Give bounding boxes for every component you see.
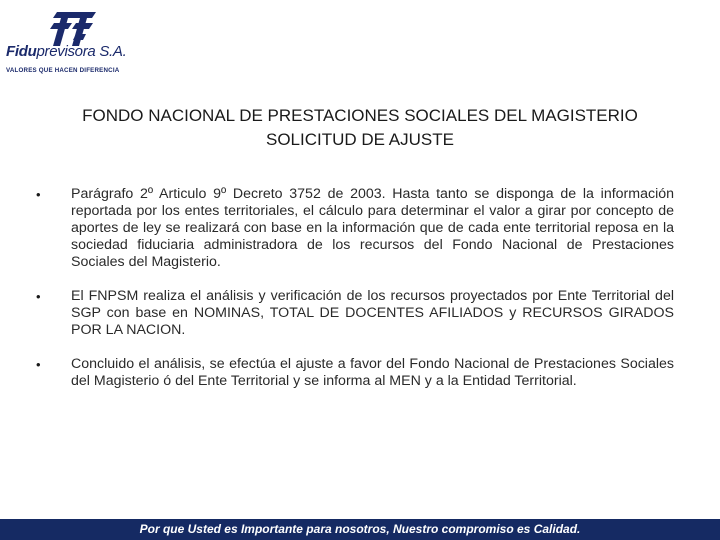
title-line-1: FONDO NACIONAL DE PRESTACIONES SOCIALES DEL MAGISTERIO	[82, 106, 638, 125]
slide-title	[0, 104, 720, 152]
company-tagline: VALORES QUE HACEN DIFERENCIA	[6, 67, 120, 74]
list-item	[36, 186, 674, 271]
company-name: Fiduprevisora S.A.	[6, 43, 127, 60]
footer-text: Por que Usted es Importante para nosotros, Nuestro compromiso es Calidad.	[139, 522, 581, 536]
bullet-marker: •	[36, 357, 41, 372]
footer-banner	[0, 519, 720, 540]
fp-monogram-icon	[50, 12, 96, 46]
list-item-text: Parágrafo 2º Articulo 9º Decreto 3752 de 2003. Hasta tanto se disponga de la información reportada por los entes territoriales, el cálculo para determinar el valor a girar por concepto de aportes de ley se realizará con base en la información que de cada ente territorial reposa en la sociedad fiduciaria administradora de los recursos del Fondo Nacional de Prestaciones Sociales del Magisterio.	[71, 186, 674, 270]
list-item	[36, 356, 674, 390]
list-item-text: Concluido el análisis, se efectúa el ajuste a favor del Fondo Nacional de Prestaciones Sociales del Magisterio ó del Ente Territorial y se informa al MEN y a la Entidad Territorial.	[71, 356, 674, 389]
list-item	[36, 288, 674, 339]
bullet-marker: •	[36, 289, 41, 304]
company-logo	[4, 12, 144, 72]
list-item-text: El FNPSM realiza el análisis y verificación de los recursos proyectados por Ente Territorial del SGP con base en NOMINAS, TOTAL DE DOCENTES AFILIADOS y RECURSOS GIRADOS POR LA NACION.	[71, 288, 674, 338]
bullet-marker: •	[36, 187, 41, 202]
title-line-2: SOLICITUD DE AJUSTE	[266, 130, 454, 149]
bullet-list	[36, 186, 674, 407]
